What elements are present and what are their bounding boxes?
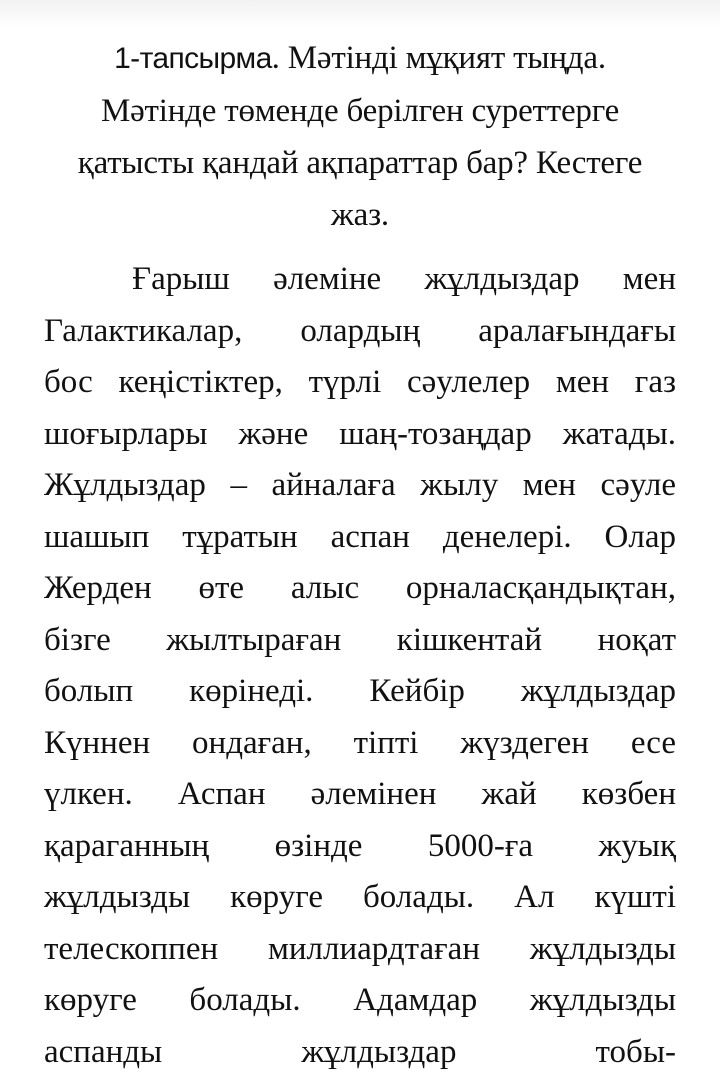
task-heading [44,32,676,241]
text-line: үлкен. Аспан әлемінен жай көзбен [44,769,676,821]
task-instruction-part-1: . Мәтінді мұқият тыңда. [272,40,606,76]
text-line: аспанды жұлдыздар тобы- [44,1027,676,1078]
text-line: Жұлдыздар – айналаға жылу мен сәуле [44,460,676,512]
task-label: 1-тапсырма [114,42,272,75]
text-line: жұлдызды көруге болады. Ал күшті [44,872,676,924]
text-line: Галактикалар, олардың аралағындағы [44,306,676,358]
task-line-3: қатысты қандай ақпараттар бар? Кестеге [44,137,676,189]
text-line: бізге жылтыраған кішкентай ноқат [44,615,676,667]
text-line: шоғырлары және шаң-тозаңдар жатады. [44,409,676,461]
text-line: бос кеңістіктер, түрлі сәулелер мен газ [44,357,676,409]
task-line-2: Мәтінде төменде берілген суреттерге [44,85,676,137]
text-line: телескоппен миллиардтаған жұлдызды [44,924,676,976]
text-line: қараганның өзінде 5000-ға жуық [44,821,676,873]
reading-text [44,254,676,1078]
text-line: шашып тұратын аспан денелері. Олар [44,512,676,564]
task-line-1 [44,32,676,85]
text-line: көруге болады. Адамдар жұлдызды [44,975,676,1027]
text-line: болып көрінеді. Кейбір жұлдыздар [44,666,676,718]
task-line-4: жаз. [44,189,676,241]
text-line: Күннен ондаған, тіпті жүздеген есе [44,718,676,770]
text-line: Жерден өте алыс орналасқандықтан, [44,563,676,615]
text-line: Ғарыш әлеміне жұлдыздар мен [44,254,676,306]
